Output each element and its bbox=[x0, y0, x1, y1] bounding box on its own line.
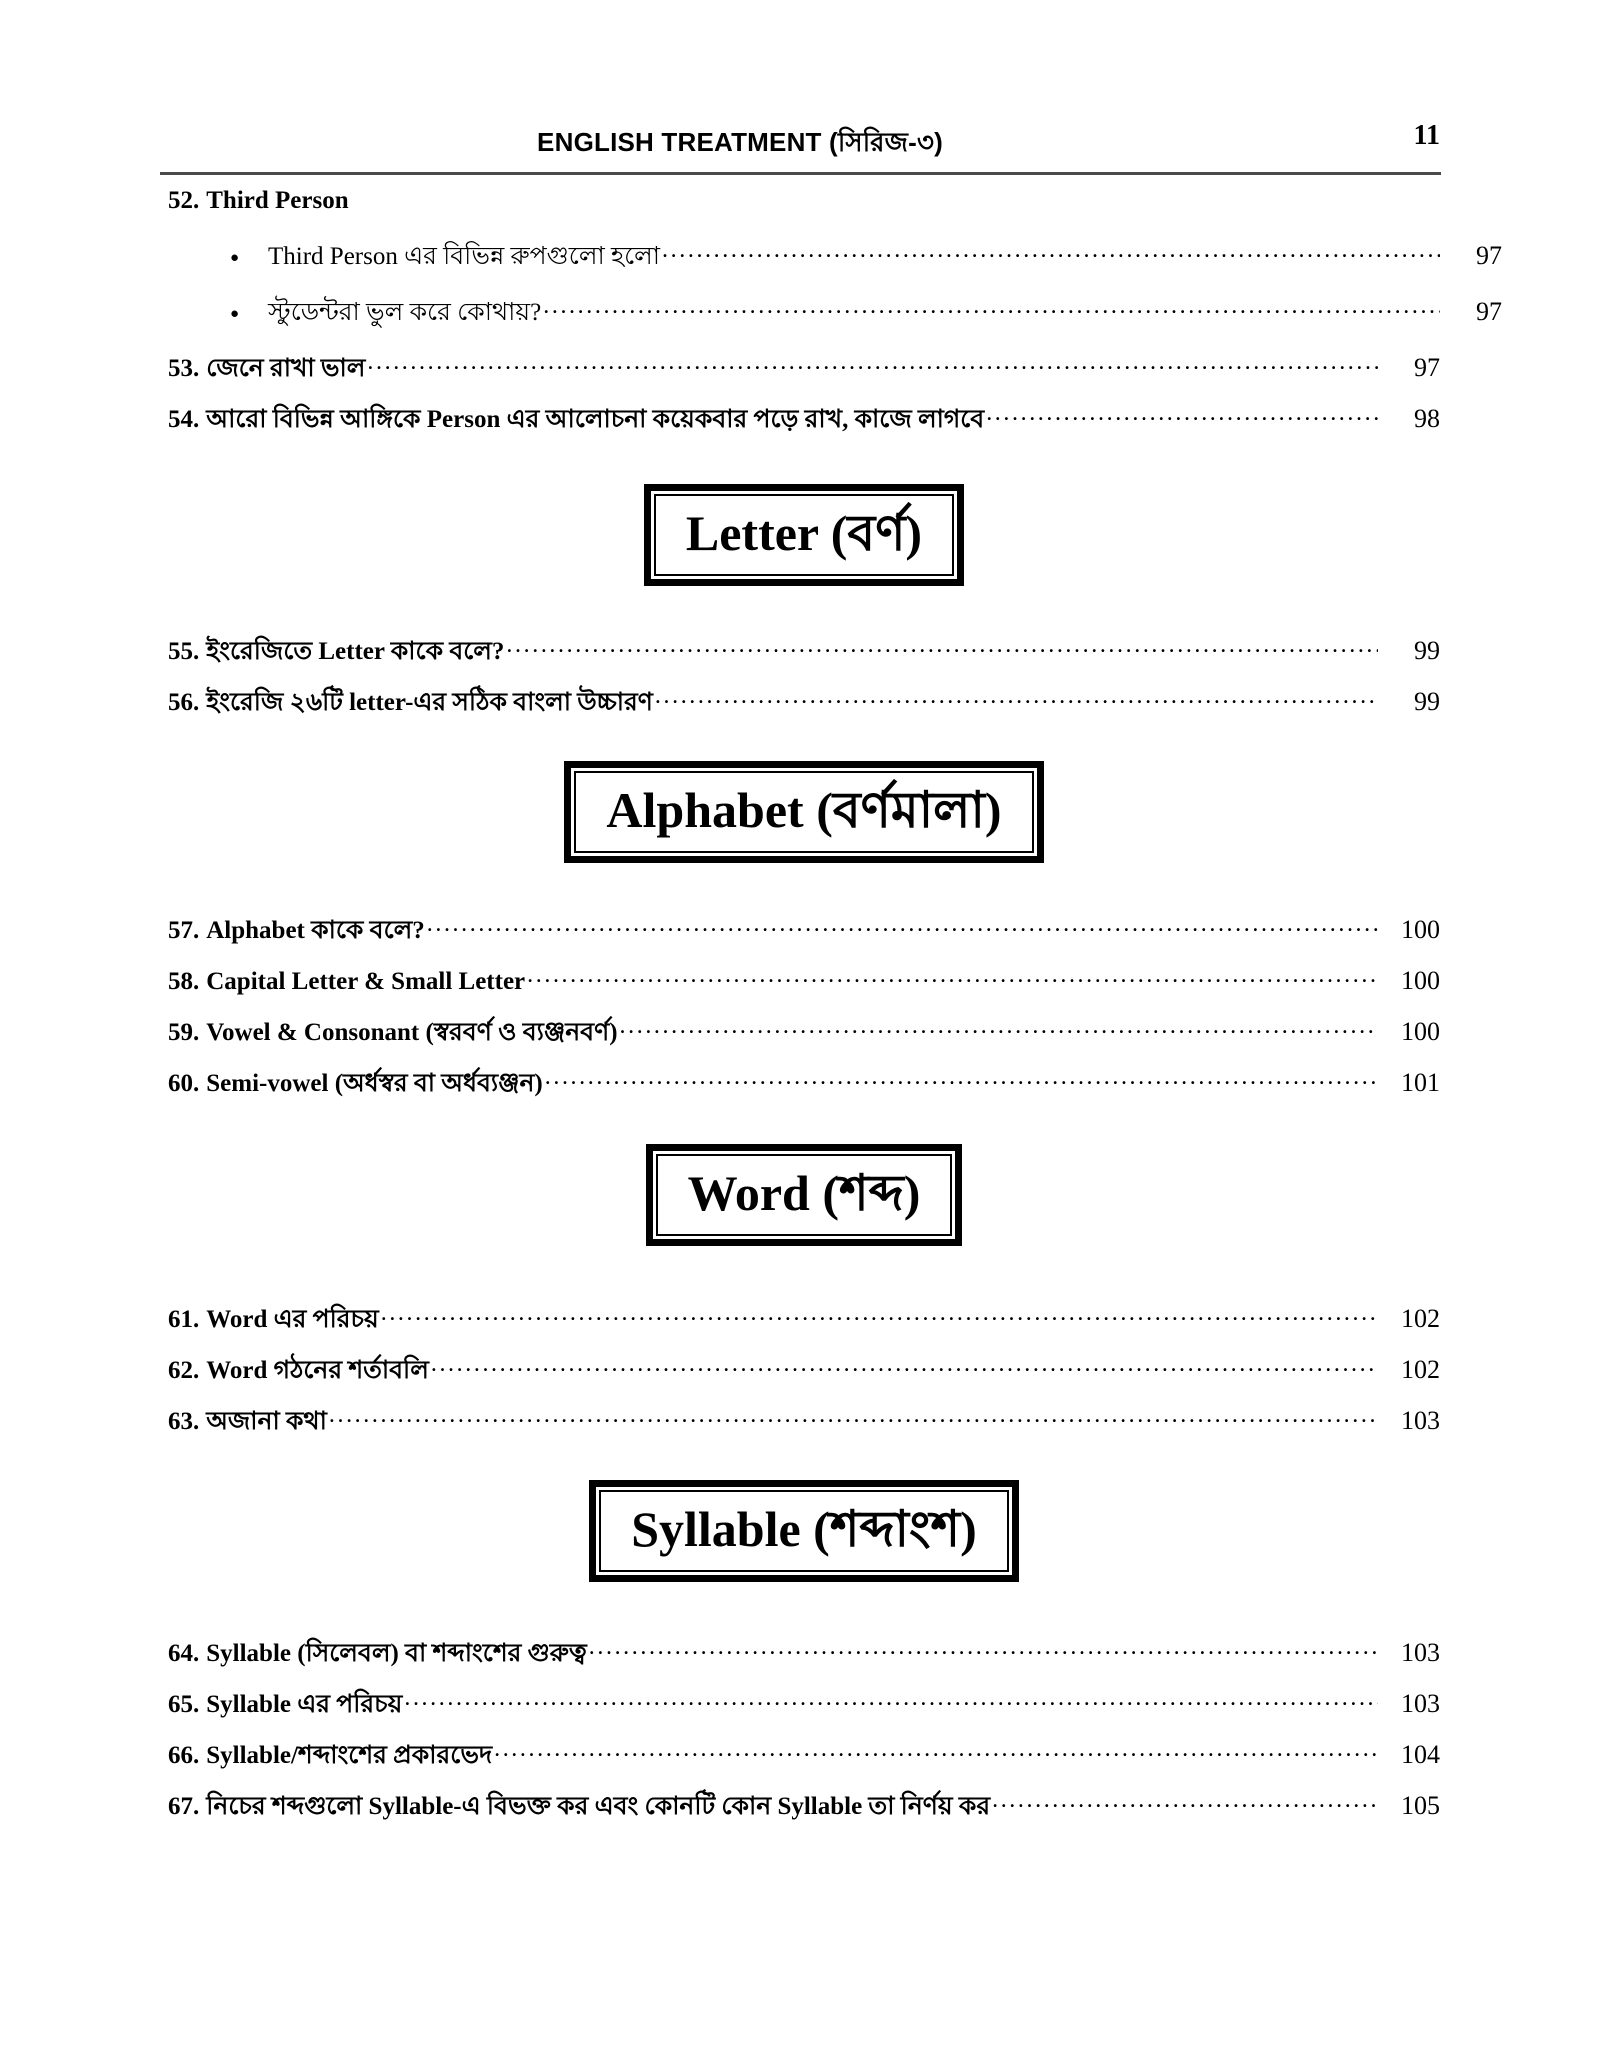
toc-entry-label: ইংরেজি ২৬টি letter-এর সঠিক বাংলা উচ্চারণ bbox=[206, 689, 653, 716]
toc-entry-number: 54. bbox=[168, 406, 200, 433]
dot-leader bbox=[427, 913, 1378, 938]
page-header bbox=[160, 122, 1440, 166]
section-box-inner bbox=[574, 771, 1033, 853]
spacer bbox=[168, 863, 1440, 913]
toc-entry-number: 61. bbox=[168, 1306, 200, 1333]
dot-leader bbox=[545, 1066, 1378, 1091]
toc-entry-label: Syllable/শব্দাংশের প্রকারভেদ bbox=[206, 1742, 493, 1769]
toc-entry-label: অজানা কথা bbox=[206, 1408, 327, 1435]
toc-entry[interactable] bbox=[168, 1015, 1440, 1045]
section-title: Letter (বর্ণ) bbox=[685, 505, 923, 561]
spacer bbox=[168, 1246, 1440, 1302]
toc-entry-page: 100 bbox=[1401, 966, 1440, 995]
toc-entry-label: Vowel & Consonant (স্বরবর্ণ ও ব্যঞ্জনবর্ণ) bbox=[206, 1019, 618, 1046]
spacer bbox=[168, 1045, 1440, 1066]
toc-entry-label: Word গঠনের শর্তাবলি bbox=[206, 1357, 429, 1384]
spacer bbox=[168, 1383, 1440, 1404]
toc-entry-page: 97 bbox=[1476, 297, 1502, 326]
toc-entry-page: 101 bbox=[1401, 1068, 1440, 1097]
section-heading-word bbox=[168, 1144, 1440, 1246]
spacer bbox=[168, 381, 1440, 402]
toc-entry-page: 100 bbox=[1401, 915, 1440, 944]
toc-entry-page: 99 bbox=[1414, 687, 1440, 716]
bullet-icon bbox=[230, 300, 268, 322]
toc-entry-page: 103 bbox=[1401, 1638, 1440, 1667]
toc-entry-number: 66. bbox=[168, 1742, 200, 1769]
toc-entry-label: Syllable এর পরিচয় bbox=[206, 1691, 403, 1718]
toc-entry-number: 57. bbox=[168, 917, 200, 944]
toc-entry-number: 63. bbox=[168, 1408, 200, 1435]
toc-content bbox=[168, 187, 1502, 1820]
section-box-outer bbox=[646, 1144, 963, 1246]
spacer bbox=[168, 1096, 1440, 1144]
dot-leader bbox=[329, 1404, 1378, 1429]
toc-entry-page: 105 bbox=[1401, 1791, 1440, 1820]
dot-leader bbox=[986, 402, 1378, 427]
toc-entry[interactable] bbox=[168, 1789, 1440, 1819]
toc-entry-number: 60. bbox=[168, 1070, 200, 1097]
toc-entry[interactable] bbox=[168, 1738, 1440, 1768]
section-box-inner bbox=[656, 1154, 953, 1236]
bullet-icon bbox=[230, 244, 268, 266]
toc-entry-page: 103 bbox=[1401, 1689, 1440, 1718]
toc-entry-bullet[interactable] bbox=[168, 295, 1502, 325]
spacer bbox=[168, 994, 1440, 1015]
toc-entry-page: 97 bbox=[1476, 241, 1502, 270]
section-heading-syllable bbox=[168, 1480, 1440, 1582]
dot-leader bbox=[543, 295, 1440, 320]
toc-entry-label: আরো বিভিন্ন আঙ্গিকে Person এর আলোচনা কয়েকবার পড়ে রাখ, কাজে লাগবে bbox=[206, 406, 985, 433]
dot-leader bbox=[381, 1302, 1378, 1327]
toc-entry-number: 59. bbox=[168, 1019, 200, 1046]
toc-entry-label: Third Person bbox=[206, 187, 349, 214]
toc-entry[interactable] bbox=[168, 1636, 1440, 1666]
toc-entry[interactable] bbox=[168, 685, 1440, 715]
toc-entry[interactable] bbox=[168, 913, 1440, 943]
toc-entry-label: Syllable (সিলেবল) বা শব্দাংশের গুরুত্ব bbox=[206, 1640, 587, 1667]
spacer bbox=[168, 1717, 1440, 1738]
section-box-inner bbox=[599, 1490, 1009, 1572]
spacer bbox=[168, 1768, 1440, 1789]
toc-entry[interactable] bbox=[168, 351, 1440, 381]
toc-entry-label: Third Person এর বিভিন্ন রুপগুলো হলো bbox=[268, 243, 661, 270]
toc-entry-page: 100 bbox=[1401, 1017, 1440, 1046]
toc-entry-number: 55. bbox=[168, 638, 200, 665]
spacer bbox=[168, 715, 1440, 761]
toc-entry-number: 67. bbox=[168, 1793, 200, 1820]
spacer bbox=[168, 269, 1440, 295]
section-heading-alphabet bbox=[168, 761, 1440, 863]
toc-entry-number: 62. bbox=[168, 1357, 200, 1384]
dot-leader bbox=[367, 351, 1378, 376]
toc-entry-label: নিচের শব্দগুলো Syllable-এ বিভক্ত কর এবং কোনটি কোন Syllable তা নির্ণয় কর bbox=[206, 1793, 991, 1820]
toc-entry-bullet[interactable] bbox=[168, 239, 1502, 269]
section-title: Alphabet (বর্ণমালা) bbox=[606, 782, 1002, 838]
spacer bbox=[168, 1332, 1440, 1353]
dot-leader bbox=[431, 1353, 1378, 1378]
spacer bbox=[168, 325, 1440, 351]
toc-entry[interactable] bbox=[168, 634, 1440, 664]
header-divider bbox=[160, 172, 1441, 175]
toc-entry-label: Alphabet কাকে বলে? bbox=[206, 917, 425, 944]
toc-entry-number: 65. bbox=[168, 1691, 200, 1718]
toc-entry-label: স্টুডেন্টরা ভুল করে কোথায়? bbox=[268, 299, 542, 326]
spacer bbox=[168, 1666, 1440, 1687]
toc-entry[interactable] bbox=[168, 1302, 1440, 1332]
spacer bbox=[168, 432, 1440, 484]
section-box-outer bbox=[589, 1480, 1019, 1582]
toc-entry-page: 104 bbox=[1401, 1740, 1440, 1769]
toc-entry[interactable] bbox=[168, 1404, 1440, 1434]
dot-leader bbox=[992, 1789, 1378, 1814]
toc-entry[interactable] bbox=[168, 964, 1440, 994]
dot-leader bbox=[662, 239, 1440, 264]
toc-entry-label: Capital Letter & Small Letter bbox=[206, 968, 526, 995]
spacer bbox=[168, 664, 1440, 685]
header-title: ENGLISH TREATMENT (সিরিজ-৩) bbox=[537, 127, 943, 157]
toc-entry-page: 103 bbox=[1401, 1406, 1440, 1435]
spacer bbox=[168, 213, 1440, 239]
toc-entry-number: 52. bbox=[168, 187, 200, 214]
toc-entry-label: জেনে রাখা ভাল bbox=[206, 355, 366, 382]
dot-leader bbox=[506, 634, 1378, 659]
toc-entry-page: 102 bbox=[1401, 1355, 1440, 1384]
spacer bbox=[168, 943, 1440, 964]
toc-entry-number: 53. bbox=[168, 355, 200, 382]
section-title: Syllable (শব্দাংশ) bbox=[631, 1501, 977, 1557]
dot-leader bbox=[527, 964, 1378, 989]
dot-leader bbox=[589, 1636, 1378, 1661]
section-box-outer bbox=[644, 484, 964, 586]
section-box-outer bbox=[564, 761, 1043, 863]
section-heading-letter bbox=[168, 484, 1440, 586]
toc-entry[interactable] bbox=[168, 402, 1440, 432]
spacer bbox=[168, 1434, 1440, 1480]
toc-entry-label: ইংরেজিতে Letter কাকে বলে? bbox=[206, 638, 505, 665]
toc-entry-page: 97 bbox=[1414, 353, 1440, 382]
toc-entry-page: 98 bbox=[1414, 404, 1440, 433]
dot-leader bbox=[494, 1738, 1378, 1763]
spacer bbox=[168, 586, 1440, 634]
dot-leader bbox=[655, 685, 1378, 710]
toc-entry[interactable] bbox=[168, 1066, 1440, 1096]
toc-entry-number: 56. bbox=[168, 689, 200, 716]
toc-entry-label: Semi-vowel (অর্ধস্বর বা অর্ধব্যঞ্জন) bbox=[206, 1070, 543, 1097]
dot-leader bbox=[404, 1687, 1378, 1712]
section-box-inner bbox=[654, 494, 954, 576]
toc-entry-number: 64. bbox=[168, 1640, 200, 1667]
toc-entry-number: 58. bbox=[168, 968, 200, 995]
toc-entry-label: Word এর পরিচয় bbox=[206, 1306, 379, 1333]
header-page-number: 11 bbox=[1413, 120, 1440, 151]
toc-entry[interactable] bbox=[168, 1353, 1440, 1383]
spacer bbox=[168, 1582, 1440, 1636]
toc-entry-heading[interactable] bbox=[168, 188, 1440, 213]
toc-entry-page: 99 bbox=[1414, 636, 1440, 665]
toc-entry-page: 102 bbox=[1401, 1304, 1440, 1333]
section-title: Word (শব্দ) bbox=[687, 1165, 921, 1221]
dot-leader bbox=[620, 1015, 1378, 1040]
toc-entry[interactable] bbox=[168, 1687, 1440, 1717]
